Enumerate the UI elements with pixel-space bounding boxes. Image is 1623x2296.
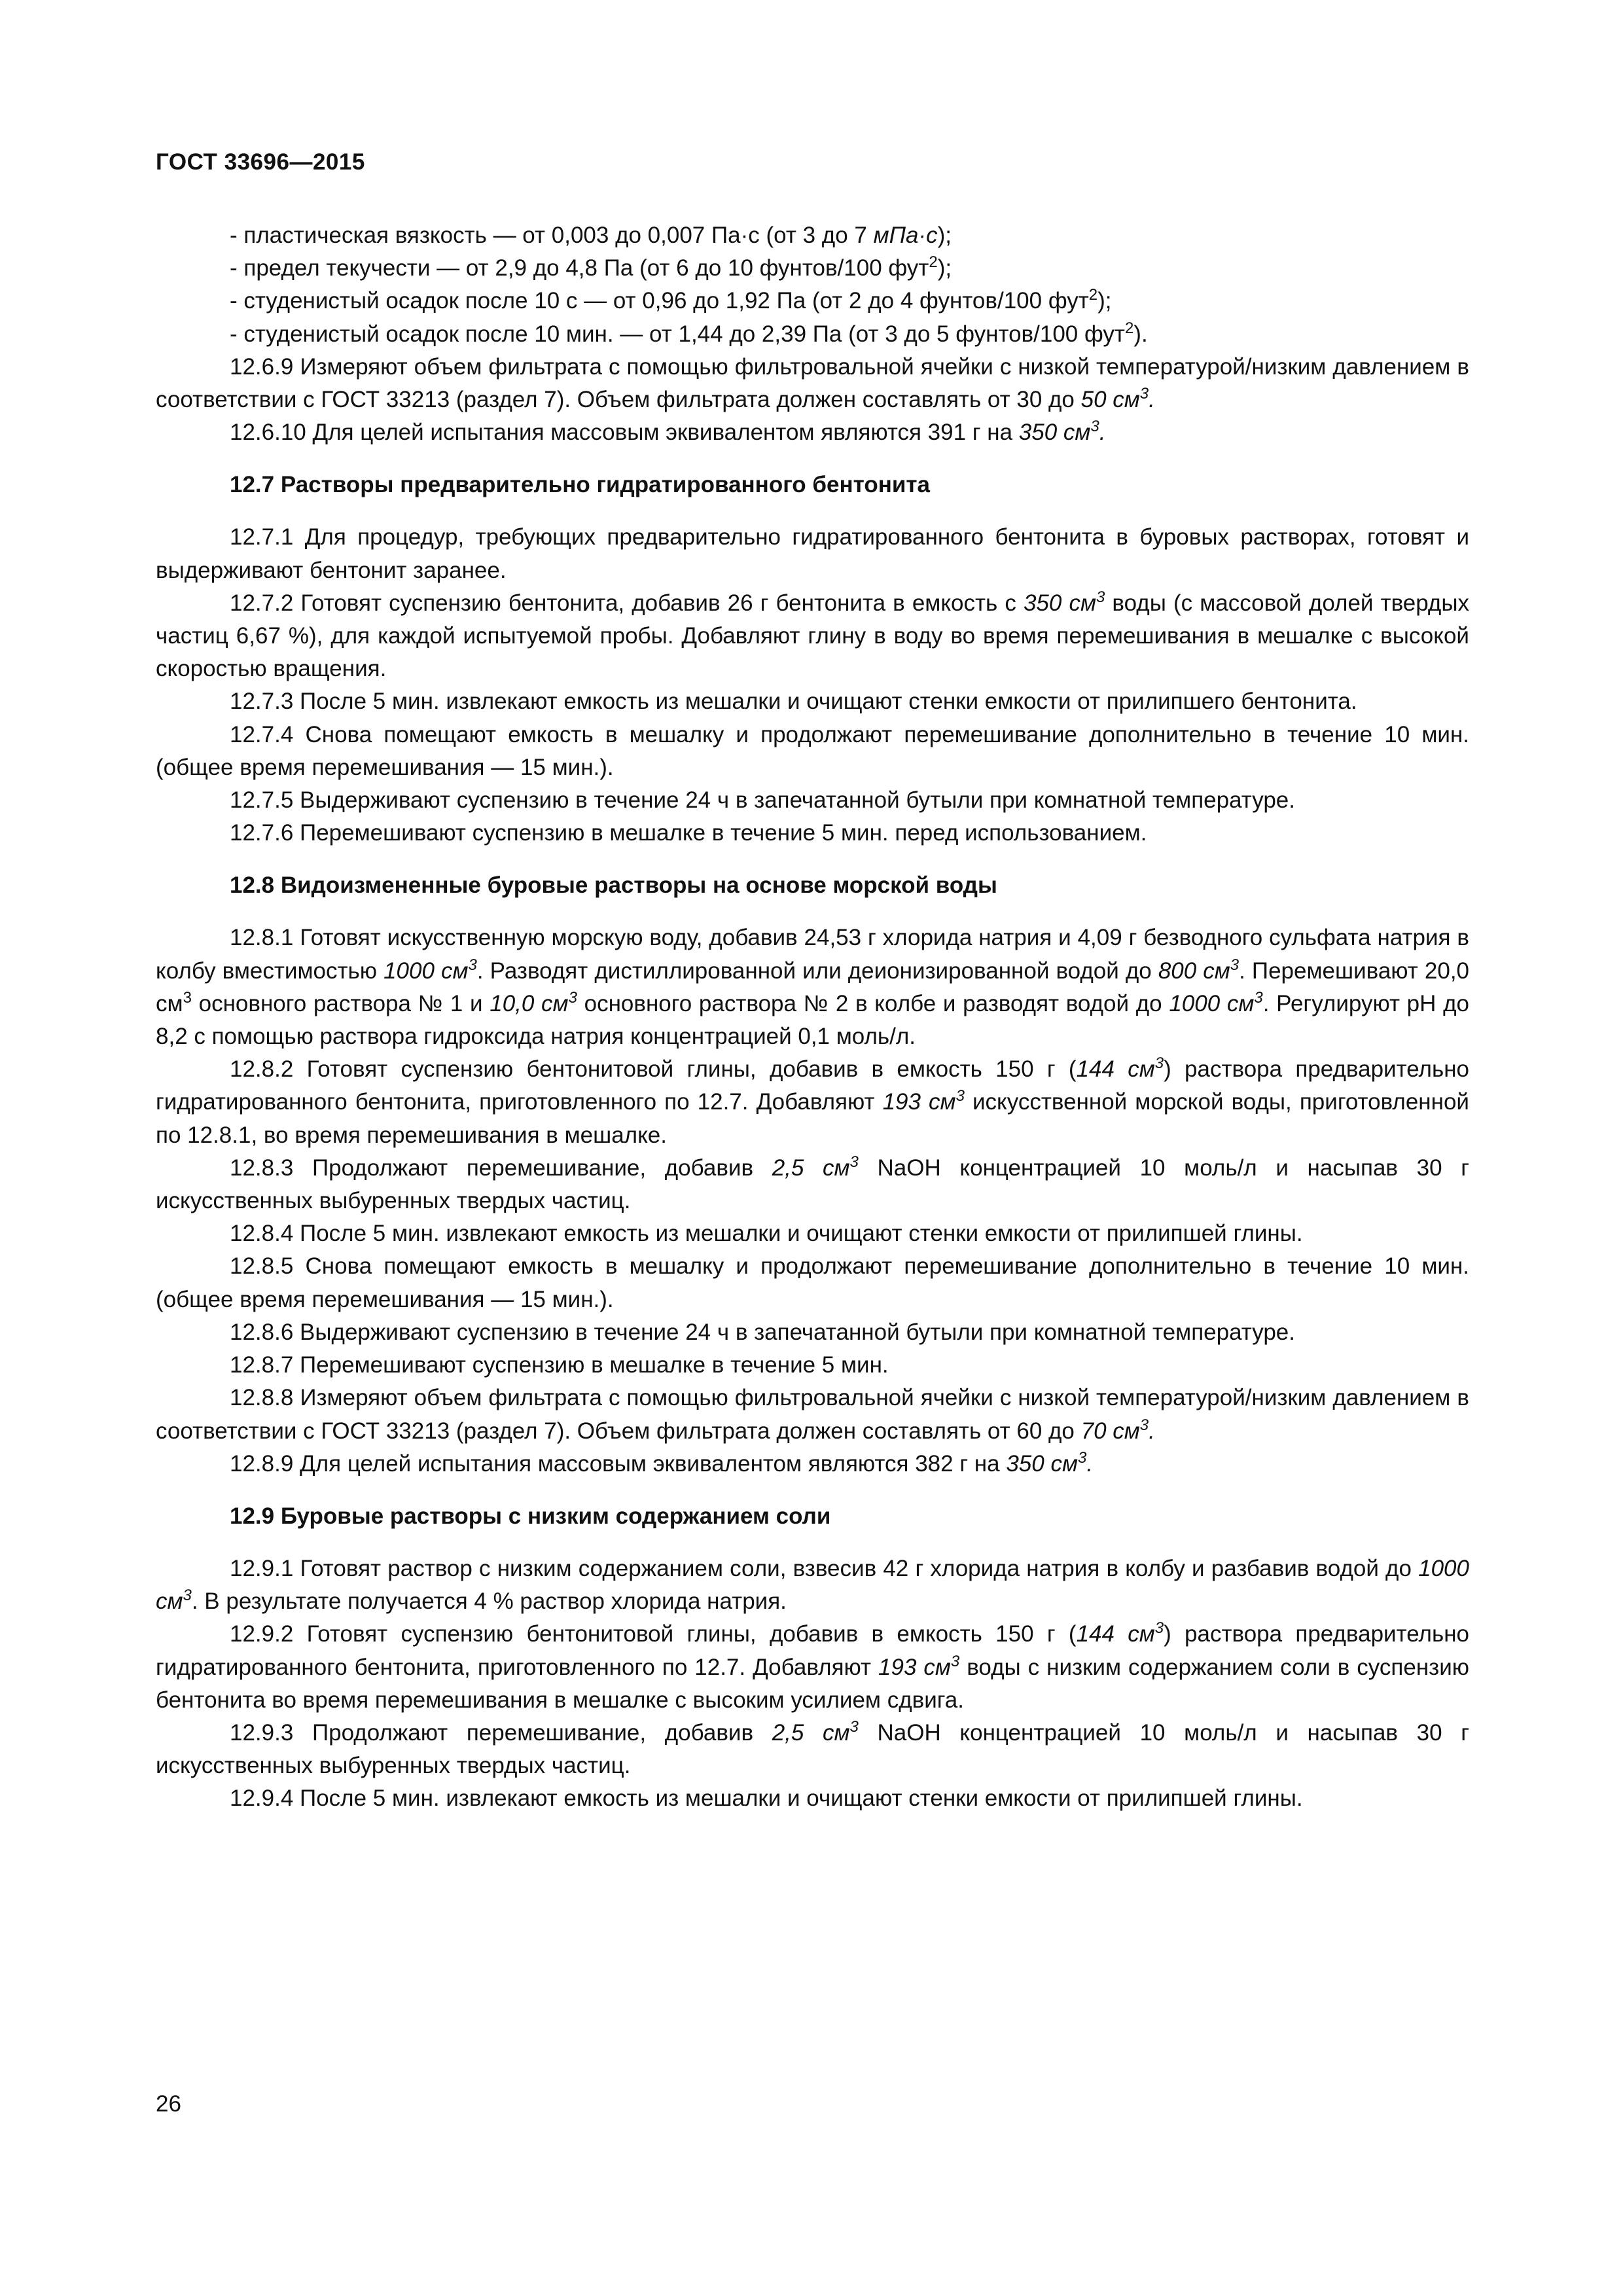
section-heading: 12.9 Буровые растворы с низким содержанием соли xyxy=(230,1503,831,1529)
paragraph: 12.8.1 Готовят искусственную морскую воду, добавив 24,53 г хлорида натрия и 4,09 г безводного сульфата натрия в колбу вместимостью 1000 $см^3$. Разводят дистиллированной или деионизированной водой до 800 $см^3$. Перемешивают 20,0 $см^3$ основного раствора № 1 и 10,0 $см^3$ основного раствора № 2 в колбе и разводят водой до 1000 $см^3$. Регулируют pH до 8,2 с помощью раствора гидроксида натрия концентрацией 0,1 моль/л. xyxy=(156,925,1470,1050)
document-code-header: ГОСТ 33696—2015 xyxy=(156,149,365,175)
paragraph: 12.8.2 Готовят суспензию бентонитовой глины, добавив в емкость 150 г (144 $см^3$) раствора предварительно гидратированного бентонита, приготовленного по 12.7. Добавляют 193 $см^3$ искусственной морской воды, приготовленной по 12.8.1, во время перемешивания в мешалке. xyxy=(156,1054,1469,1148)
page-number: 26 xyxy=(156,2091,181,2117)
paragraph: - студенистый осадок после 10 с — от 0,96 до 1,92 Па (от 2 до 4 фунтов/100 фут$^2$); xyxy=(230,286,1112,314)
paragraph: 12.9.1 Готовят раствор с низким содержанием соли, взвесив 42 г хлорида натрия в колбу и разбавив водой до 1000 $см^3$. В результате получается 4 % раствор хлорида натрия. xyxy=(156,1555,1469,1615)
paragraph: 12.7.6 Перемешивают суспензию в мешалке в течение 5 мин. перед использованием. xyxy=(230,820,1147,846)
section-heading: 12.7 Растворы предварительно гидратированного бентонита xyxy=(230,472,930,498)
paragraph: 12.8.4 После 5 мин. извлекают емкость из мешалки и очищают стенки емкости от прилипшей глины. xyxy=(230,1221,1303,1247)
paragraph: 12.8.9 Для целей испытания массовым эквивалентом являются 382 г на 350 $см^3$. xyxy=(230,1448,1094,1477)
paragraph: 12.8.6 Выдерживают суспензию в течение 24 ч в запечатанной бутыли при комнатной температуре. xyxy=(230,1319,1295,1345)
paragraph: 12.7.5 Выдерживают суспензию в течение 24 ч в запечатанной бутыли при комнатной температуре. xyxy=(230,787,1295,814)
paragraph: - предел текучести — от 2,9 до 4,8 Па (от 6 до 10 фунтов/100 фут$^2$); xyxy=(230,253,952,281)
section-heading: 12.8 Видоизмененные буровые растворы на основе морской воды xyxy=(230,872,997,899)
paragraph: 12.7.3 После 5 мин. извлекают емкость из мешалки и очищают стенки емкости от прилипшего бентонита. xyxy=(230,689,1357,715)
paragraph: 12.8.8 Измеряют объем фильтрата с помощью фильтровальной ячейки с низкой температурой/низким давлением в соответствии с ГОСТ 33213 (раздел 7). Объем фильтрата должен составлять от 60 до 70 $см^3$. xyxy=(156,1385,1469,1444)
paragraph: - пластическая вязкость — от 0,003 до 0,007 Па·с (от 3 до 7 мПа·с); xyxy=(230,223,952,248)
paragraph: 12.8.3 Продолжают перемешивание, добавив 2,5 $см^3$ NaOH концентрацией 10 моль/л и насыпав 30 г искусственных выбуренных твердых частиц. xyxy=(156,1153,1469,1214)
paragraph: 12.6.10 Для целей испытания массовым эквивалентом являются 391 г на 350 $см^3$. xyxy=(230,418,1106,446)
paragraph: 12.9.4 После 5 мин. извлекают емкость из мешалки и очищают стенки емкости от прилипшей глины. xyxy=(230,1785,1303,1812)
paragraph: 12.8.5 Снова помещают емкость в мешалку и продолжают перемешивание дополнительно в течение 10 мин. (общее время перемешивания — 15 мин.). xyxy=(156,1253,1469,1312)
paragraph: 12.7.4 Снова помещают емкость в мешалку и продолжают перемешивание дополнительно в течение 10 мин. (общее время перемешивания — 15 мин.). xyxy=(156,721,1469,780)
paragraph: 12.9.3 Продолжают перемешивание, добавив 2,5 $см^3$ NaOH концентрацией 10 моль/л и насыпав 30 г искусственных выбуренных твердых частиц. xyxy=(156,1717,1469,1779)
paragraph: 12.8.7 Перемешивают суспензию в мешалке в течение 5 мин. xyxy=(230,1352,889,1378)
paragraph: 12.7.2 Готовят суспензию бентонита, добавив 26 г бентонита в емкость с 350 $см^3$ воды (с массовой долей твердых частиц 6,67 %), для каждой испытуемой пробы. Добавляют глину в воду во время перемешивания в мешалке с высокой скоростью вращения. xyxy=(156,588,1469,682)
document-body xyxy=(156,219,1469,1816)
paragraph: - студенистый осадок после 10 мин. — от 1,44 до 2,39 Па (от 3 до 5 фунтов/100 фут$^2$). xyxy=(230,319,1148,347)
paragraph: 12.9.2 Готовят суспензию бентонитовой глины, добавив в емкость 150 г (144 $см^3$) раствора предварительно гидратированного бентонита, приготовленного по 12.7. Добавляют 193 $см^3$ воды с низким содержанием соли в суспензию бентонита во время перемешивания в мешалке с высоким усилием сдвига. xyxy=(156,1619,1469,1713)
paragraph: 12.7.1 Для процедур, требующих предварительно гидратированного бентонита в буровых растворах, готовят и выдерживают бентонит заранее. xyxy=(156,524,1469,583)
paragraph: 12.6.9 Измеряют объем фильтрата с помощью фильтровальной ячейки с низкой температурой/низким давлением в соответствии с ГОСТ 33213 (раздел 7). Объем фильтрата должен составлять от 30 до 50 $см^3$. xyxy=(156,353,1469,413)
